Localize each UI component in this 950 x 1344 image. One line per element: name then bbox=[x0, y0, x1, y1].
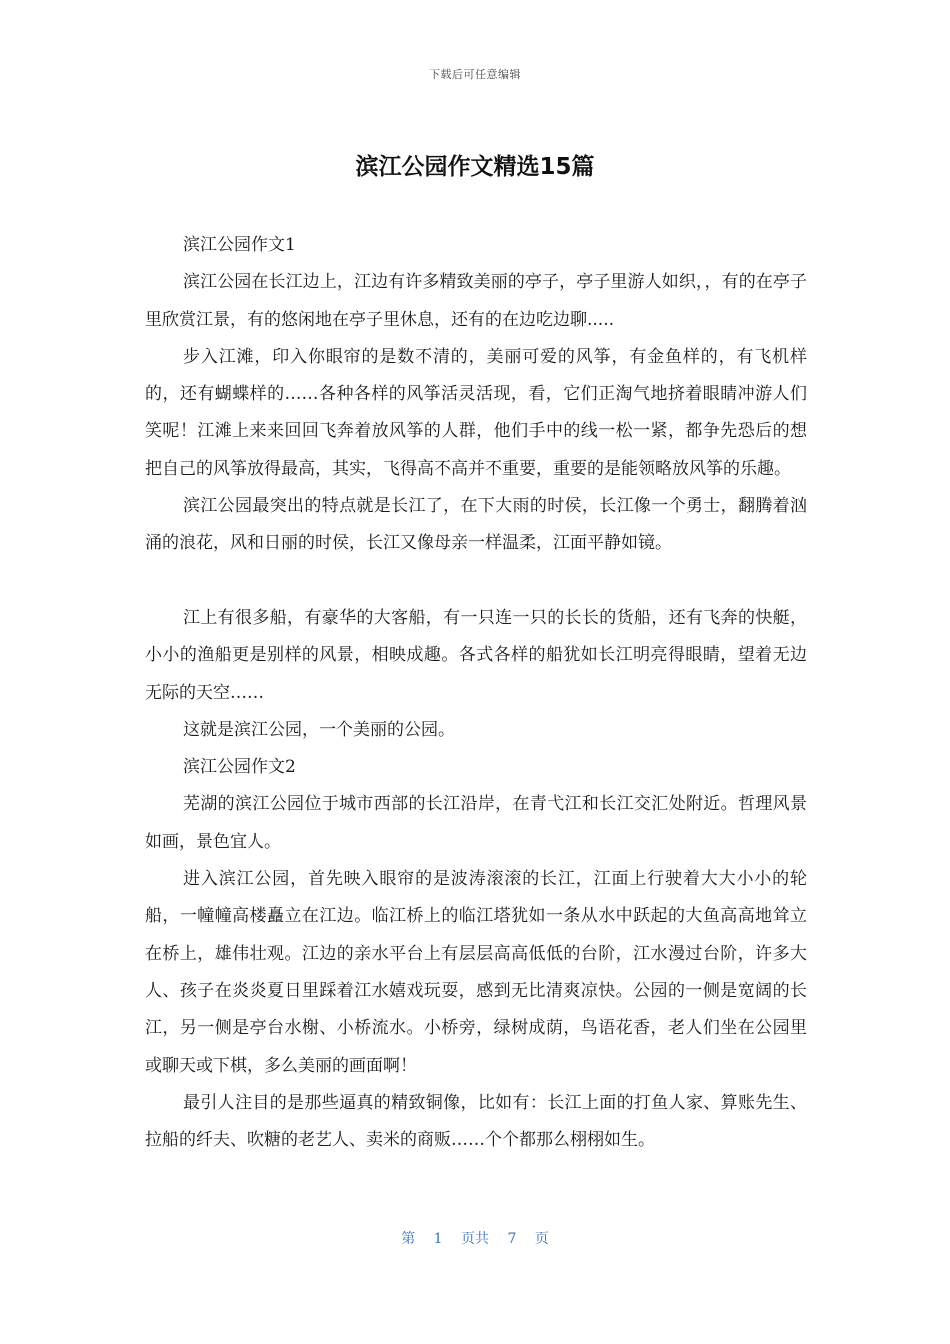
paragraph: 这就是滨江公园，一个美丽的公园。 bbox=[183, 719, 455, 740]
paragraph: 滨江公园在长江边上，江边有许多精致美丽的亭子，亭子里游人如织，，有的在亭子里欣赏江景，有的悠闲地在亭子里休息，还有的在边吃边聊..... bbox=[145, 272, 807, 330]
paragraph: 进入滨江公园，首先映入眼帘的是波涛滚滚的长江，江面上行驶着大大小小的轮船，一幢幢高楼矗立在江边。临江桥上的临江塔犹如一条从水中跃起的大鱼高高地耸立在桥上，雄伟壮观。江边的亲水平台上有层层高高低低的台阶，江水漫过台阶，许多大人、孩子在炎炎夏日里踩着江水嬉戏玩耍，感到无比清爽凉快。公园的一侧是宽阔的长江，另一侧是亭台水榭、小桥流水。小桥旁，绿树成荫，鸟语花香，老人们坐在公园里或聊天或下棋，多么美丽的画面啊！ bbox=[145, 869, 807, 1076]
paragraph: 芜湖的滨江公园位于城市西部的长江沿岸，在青弋江和长江交汇处附近。哲理风景如画，景色宜人。 bbox=[145, 794, 807, 852]
paragraph: 最引人注目的是那些逼真的精致铜像，比如有：长江上面的打鱼人家、算账先生、拉船的纤夫、吹糖的老艺人、卖米的商贩……个个都那么栩栩如生。 bbox=[145, 1092, 807, 1151]
page-footer: 第 1 页共 7 页 bbox=[401, 1231, 549, 1247]
document-title: 滨江公园作文精选15篇 bbox=[355, 154, 595, 180]
section-heading: 滨江公园作文1 bbox=[183, 235, 296, 255]
document-body bbox=[145, 227, 807, 1159]
paragraph: 步入江滩，印入你眼帘的是数不清的，美丽可爱的风筝，有金鱼样的，有飞机样的，还有蝴蝶样的……各种各样的风筝活灵活现，看，它们正淘气地挤着眼睛冲游人们笑呢！江滩上来来回回飞奔着放风筝的人群，他们手中的线一松一紧，都争先恐后的想把自己的风筝放得最高，其实，飞得高不高并不重要，重要的是能领略放风筝的乐趣。 bbox=[145, 346, 807, 479]
section-heading: 滨江公园作文2 bbox=[183, 757, 296, 778]
paragraph: 滨江公园最突出的特点就是长江了，在下大雨的时侯，长江像一个勇士，翻腾着汹涌的浪花，风和日丽的时侯，长江又像母亲一样温柔，江面平静如镜。 bbox=[145, 496, 807, 554]
paragraph: 江上有很多船，有豪华的大客船，有一只连一只的长长的货船，还有飞奔的快艇，小小的渔船更是别样的风景，相映成趣。各式各样的船犹如长江明亮得眼睛，望着无边无际的天空…… bbox=[145, 607, 807, 703]
header-note: 下载后可任意编辑 bbox=[429, 68, 521, 81]
